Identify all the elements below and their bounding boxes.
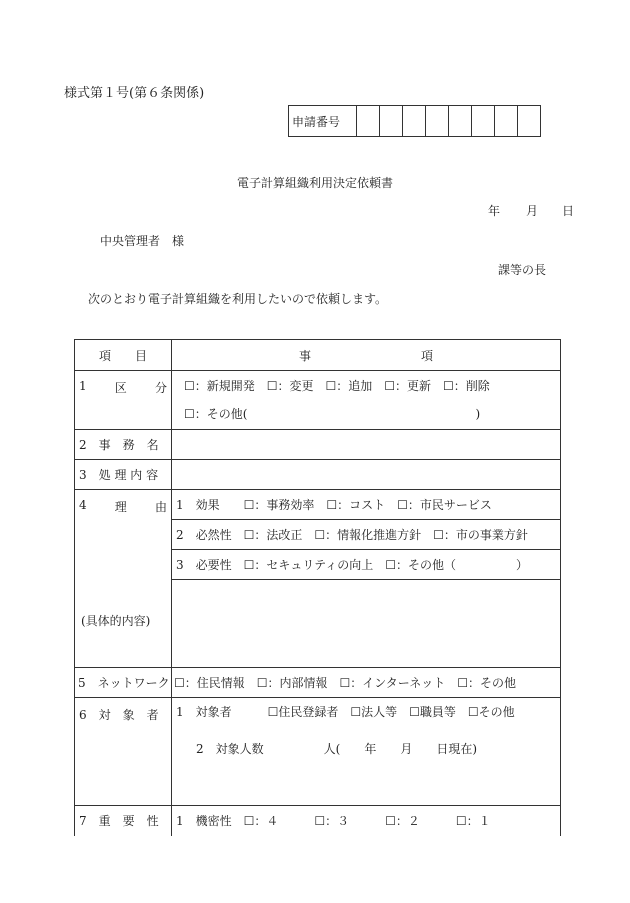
- reason-requirement[interactable]: 3 必要性 ☐：セキュリティの向上 ☐：その他（ ）: [172, 550, 561, 580]
- application-number-cell[interactable]: [449, 106, 472, 136]
- row-office-name: [75, 430, 561, 460]
- header-item: 項 目: [75, 340, 172, 371]
- row-process: [75, 460, 561, 490]
- row-network: [75, 668, 561, 698]
- application-number-box: [288, 105, 541, 137]
- category-options: [172, 371, 561, 430]
- addressee: 中央管理者 様: [100, 234, 185, 248]
- category-label-b: 分: [154, 381, 167, 395]
- application-number-cell[interactable]: [357, 106, 380, 136]
- category-label-a: 区: [114, 381, 127, 395]
- header-matter-2: 項: [421, 348, 434, 363]
- network-label: 5 ネットワーク: [75, 668, 172, 698]
- reason-necessity[interactable]: 2 必然性 ☐：法改正 ☐：情報化推進方針 ☐：市の事業方針: [172, 520, 561, 550]
- office-name-label: 2 事 務 名: [75, 430, 172, 460]
- application-number-cell[interactable]: [426, 106, 449, 136]
- reason-label-a: 理: [114, 500, 127, 514]
- row-target: [75, 698, 561, 806]
- form-number-label: 様式第１号(第６条関係): [64, 86, 205, 101]
- row-importance: [75, 806, 561, 836]
- reason-effect[interactable]: 1 効果 ☐：事務効率 ☐：コスト ☐：市民サービス: [172, 490, 561, 520]
- table-header-row: [75, 340, 561, 371]
- request-form-table: [74, 339, 561, 836]
- date-day: 日: [562, 204, 575, 218]
- date-month: 月: [526, 204, 539, 218]
- row-reason-1: [75, 490, 561, 520]
- category-num: 1: [79, 379, 87, 393]
- target-options: [172, 698, 561, 806]
- application-number-cell[interactable]: [380, 106, 403, 136]
- target-count[interactable]: 2 対象人数 人( 年 月 日現在): [196, 742, 478, 756]
- importance-confidentiality[interactable]: 1 機密性 ☐：４ ☐：３ ☐：２ ☐：１: [172, 806, 561, 836]
- header-matter: [172, 340, 561, 371]
- reason-detail-label: (具体的内容): [81, 614, 151, 628]
- application-number-cell[interactable]: [518, 106, 540, 136]
- process-value[interactable]: [172, 460, 561, 490]
- process-label: 3 処 理 内 容: [75, 460, 172, 490]
- sender-title: 課等の長: [498, 263, 547, 277]
- category-label: [75, 371, 172, 430]
- header-matter-1: 事: [298, 348, 311, 363]
- reason-num: 4: [79, 498, 87, 512]
- document-title: 電子計算組織利用決定依頼書: [236, 176, 393, 190]
- date-year: 年: [488, 204, 501, 218]
- target-type[interactable]: 1 対象者 ☐住民登録者 ☐法人等 ☐職員等 ☐その他: [176, 705, 515, 719]
- application-number-label: 申請番号: [289, 106, 357, 136]
- category-options-line1[interactable]: ☐：新規開発 ☐：変更 ☐：追加 ☐：更新 ☐：削除: [184, 379, 490, 393]
- office-name-value[interactable]: [172, 430, 561, 460]
- reason-label: [75, 490, 172, 668]
- application-number-cell[interactable]: [495, 106, 518, 136]
- target-label: 6 対 象 者: [75, 698, 172, 806]
- row-category: [75, 371, 561, 430]
- importance-label: 7 重 要 性: [75, 806, 172, 836]
- application-number-cell[interactable]: [472, 106, 495, 136]
- date-line: [488, 202, 574, 219]
- application-number-cell[interactable]: [403, 106, 426, 136]
- intro-text: 次のとおり電子計算組織を利用したいので依頼します。: [88, 292, 388, 306]
- category-options-line2[interactable]: ☐：その他( ): [184, 407, 481, 421]
- reason-label-b: 由: [154, 500, 167, 514]
- network-options[interactable]: ☐：住民情報 ☐：内部情報 ☐：インターネット ☐：その他: [172, 668, 561, 698]
- reason-detail-value[interactable]: [172, 580, 561, 668]
